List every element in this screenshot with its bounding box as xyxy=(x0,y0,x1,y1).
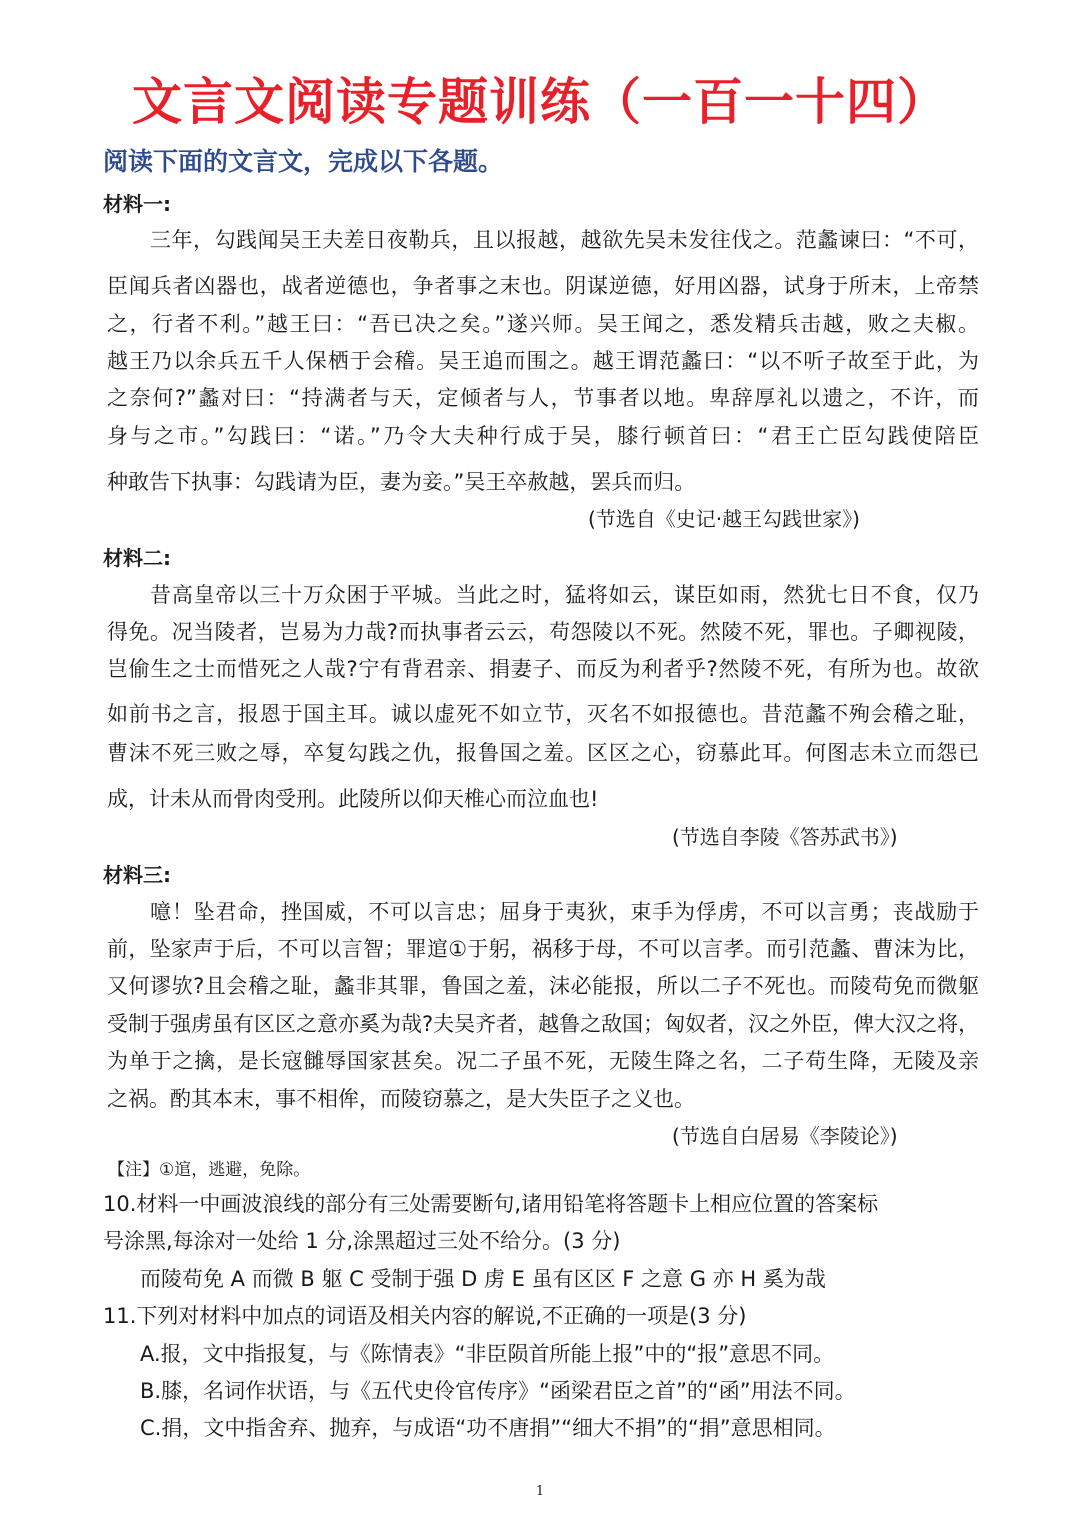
material1-line: 身与之市。”勾践曰：“诺。”乃令大夫种行成于吴，膝行顿首曰：“君王亡臣勾践使陪臣 xyxy=(107,424,979,448)
material3-line: 噫！坠君命，挫国威，不可以言忠；屈身于夷狄，束手为俘虏，不可以言勇；丧战励于 xyxy=(150,900,979,924)
question-11-stem: 11.下列对材料中加点的词语及相关内容的解说,不正确的一项是(3 分) xyxy=(103,1304,747,1328)
material1-line: 之奈何?”蠡对曰：“持满者与天，定倾者与人，节事者以地。卑辞厚礼以遗之，不许，而 xyxy=(107,386,979,410)
material2-line: 得免。况当陵者，岂易为力哉?而执事者云云，苟怨陵以不死。然陵不死，罪也。子卿视陵， xyxy=(107,620,979,644)
material2-line: 成，计未从而骨肉受刑。此陵所以仰天椎心而泣血也! xyxy=(107,787,599,811)
material1-label: 材料一: xyxy=(103,192,171,216)
material3-source: (节选自白居易《李陵论》) xyxy=(672,1124,898,1148)
material3-line: 为单于之擒，是长寇雠辱国家甚矣。况二子虽不死，无陵生降之名，二子苟生降，无陵及亲 xyxy=(107,1049,979,1073)
material3-line: 前，坠家声于后，不可以言智；罪逭①于躬，祸移于母，不可以言孝。而引范蠡、曹沫为比， xyxy=(107,937,979,961)
material2-line: 曹沫不死三败之辱，卒复勾践之仇，报鲁国之羞。区区之心，窃慕此耳。何图志未立而怨已 xyxy=(107,741,979,765)
material2-line: 昔高皇帝以三十万众困于平城。当此之时，猛将如云，谋臣如雨，然犹七日不食，仅乃 xyxy=(150,583,979,607)
question-11-option-b: B.膝，名词作状语，与《五代史伶官传序》“函梁君臣之首”的“函”用法不同。 xyxy=(140,1379,856,1403)
question-11-option-a: A.报，文中指报复，与《陈情表》“非臣陨首所能上报”中的“报”意思不同。 xyxy=(140,1342,835,1366)
material3-line: 又何谬欤?且会稽之耻，蠡非其罪，鲁国之羞，沫必能报，所以二子不死也。而陵苟免而微躯 xyxy=(107,974,979,998)
material2-line: 如前书之言，报恩于国主耳。诚以虚死不如立节，灭名不如报德也。昔范蠡不殉会稽之耻， xyxy=(107,702,979,726)
material1-line: 之，行者不利。”越王曰：“吾已决之矣。”遂兴师。吴王闻之，悉发精兵击越，败之夫椒。 xyxy=(107,312,979,336)
material2-label: 材料二: xyxy=(103,546,171,570)
question-11-option-c: C.捐，文中指舍弃、抛弃，与成语“功不唐捐”“细大不捐”的“捐”意思相同。 xyxy=(140,1416,836,1440)
question-10-line: 号涂黑,每涂对一处给 1 分,涂黑超过三处不给分。(3 分) xyxy=(103,1229,621,1253)
question-10-line: 10.材料一中画波浪线的部分有三处需要断句,诸用铅笔将答题卡上相应位置的答案标 xyxy=(103,1192,879,1216)
material3-label: 材料三: xyxy=(103,863,171,887)
material1-source: (节选自《史记·越王勾践世家》) xyxy=(588,507,860,531)
footnote: 【注】①逭，逃避，免除。 xyxy=(108,1160,311,1180)
material3-line: 受制于强虏虽有区区之意亦奚为哉?夫吴齐者，越鲁之敌国；匈奴者，汉之外臣，俾大汉之将， xyxy=(107,1012,980,1036)
material2-line: 岂偷生之士而惜死之人哉?宁有背君亲、捐妻子、而反为利者乎?然陵不死，有所为也。故欲 xyxy=(107,657,979,681)
page-title: 文言文阅读专题训练（一百一十四） xyxy=(132,73,948,131)
material3-line: 之祸。酌其本末，事不相侔，而陵窃慕之，是大失臣子之义也。 xyxy=(107,1087,695,1111)
question-10-options: 而陵苟免 A 而微 B 躯 C 受制于强 D 虏 E 虽有区区 F 之意 G 亦 H 奚为哉 xyxy=(140,1267,826,1291)
material1-line: 越王乃以余兵五千人保栖于会稽。吴王追而围之。越王谓范蠡曰：“以不听子故至于此，为 xyxy=(107,349,979,373)
material2-source: (节选自李陵《答苏武书》) xyxy=(672,825,898,849)
material1-line: 臣闻兵者凶器也，战者逆德也，争者事之末也。阴谋逆德，好用凶器，试身于所末，上帝禁 xyxy=(107,274,979,298)
material1-line: 种敢告下执事：勾践请为臣，妻为妾。”吴王卒赦越，罢兵而归。 xyxy=(107,470,696,494)
instruction: 阅读下面的文言文，完成以下各题。 xyxy=(103,147,504,176)
page-number: 1 xyxy=(535,1484,545,1499)
material1-line: 三年，勾践闻吴王夫差日夜勒兵，且以报越，越欲先吴未发往伐之。范蠡谏曰：“不可， xyxy=(150,228,979,252)
